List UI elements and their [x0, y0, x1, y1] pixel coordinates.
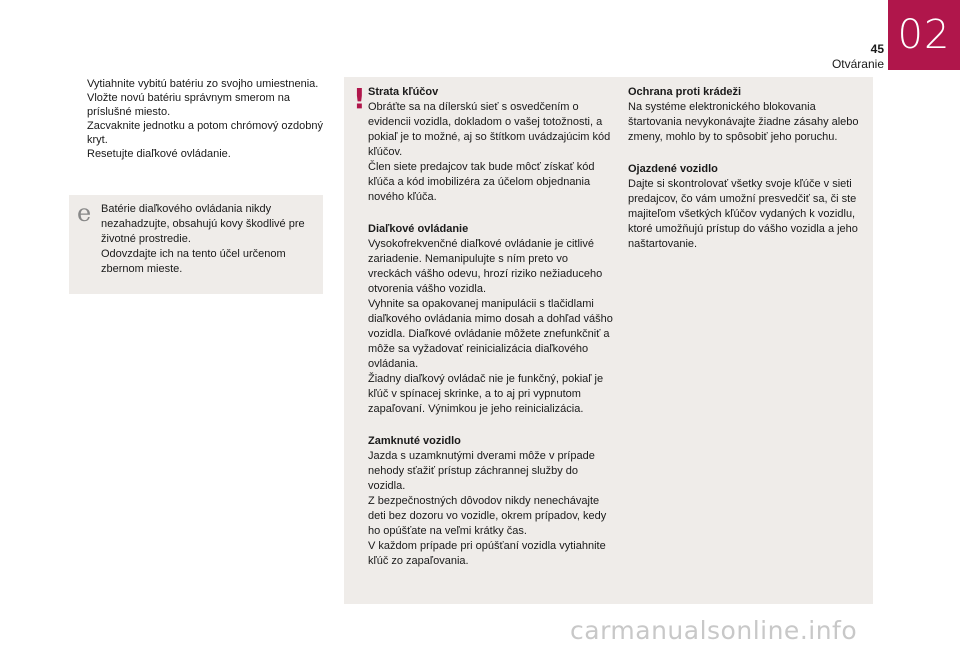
- bullet-icon: [70, 119, 87, 147]
- warning-section: [628, 85, 860, 145]
- warning-section: [368, 222, 613, 417]
- warning-icon: !: [353, 82, 366, 115]
- section-body: Dajte si skontrolovať všetky svoje kľúče v sieti predajcov, čo vám umožní presvedčiť sa, či ste majiteľom všetkých kľúčov vydaných k vozidlu, ktoré umožňujú prístup do vášho vozidla a jeho naštartovanie.: [628, 178, 858, 250]
- list-item-text: Resetujte diaľkové ovládanie.: [87, 148, 231, 160]
- section-body: Jazda s uzamknutými dverami môže v prípade nehody sťažiť prístup záchrannej služby do vozidla. Z bezpečnostných dôvodov nikdy nenechávajte deti bez dozoru vo vozidle, okrem prípadov, kedy ho opúšťate na veľmi krátky čas. V každom prípade pri opúšťaní vozidla vytiahnite kľúč zo zapaľovania.: [368, 450, 607, 567]
- section-heading: Strata kľúčov: [368, 86, 439, 98]
- page-number: 45: [870, 42, 884, 56]
- section-heading: Ojazdené vozidlo: [628, 163, 718, 175]
- warning-column-right: [628, 85, 860, 269]
- warning-section: [628, 162, 860, 252]
- watermark: carmanualsonline.info: [570, 616, 858, 645]
- list-item-text: Vytiahnite vybitú batériu zo svojho umiestnenia.: [87, 78, 319, 90]
- instruction-list: [70, 77, 328, 161]
- bullet-icon: [70, 147, 87, 161]
- bullet-icon: [70, 77, 87, 91]
- list-item: [70, 147, 328, 161]
- section-heading: Ochrana proti krádeži: [628, 86, 742, 98]
- warning-column-middle: [368, 85, 613, 586]
- environment-note-box: [69, 195, 323, 294]
- list-item-text: Zacvaknite jednotku a potom chrómový ozdobný kryt.: [87, 120, 324, 146]
- warning-section: [368, 85, 613, 205]
- environment-icon: e: [77, 199, 92, 227]
- section-heading: Zamknuté vozidlo: [368, 435, 461, 447]
- environment-note-text: Batérie diaľkového ovládania nikdy nezahadzujte, obsahujú kovy škodlivé pre životné prostredie. Odovzdajte ich na tento účel určenom zbernom mieste.: [101, 203, 305, 275]
- section-body: Vysokofrekvenčné diaľkové ovládanie je citlivé zariadenie. Nemanipulujte s ním preto vo vreckách vášho odevu, hrozí riziko nežiaduceho otvorenia vášho vozidla. Vyhnite sa opakovanej manipulácii s tlačidlami diaľkového ovládania mimo dosah a dohľad vášho vozidla. Diaľkové ovládanie môžete znefunkčniť a môže sa vyžadovať reinicializácia diaľkového ovládania. Žiadny diaľkový ovládač nie je funkčný, pokiaľ je kľúč v spínacej skrinke, a to aj pri vypnutom zapaľovaní. Výnimkou je jeho reinicializácia.: [368, 238, 613, 415]
- list-item: [70, 77, 328, 91]
- section-title: Otváranie: [831, 57, 884, 71]
- bullet-icon: [70, 91, 87, 119]
- section-heading: Diaľkové ovládanie: [368, 223, 469, 235]
- list-item: [70, 119, 328, 147]
- list-item: [70, 91, 328, 119]
- list-item-text: Vložte novú batériu správnym smerom na príslušné miesto.: [87, 92, 290, 118]
- chapter-tab: 02: [888, 0, 960, 70]
- section-body: Obráťte sa na dílerskú sieť s osvedčením o evidencii vozidla, dokladom o vašej totožnosti, a pokiaľ je to možné, aj so štítkom uvádzajúcim kód kľúčov. Člen siete predajcov tak bude môcť získať kód kľúča a kód imobilizéra za účelom objednania nového kľúča.: [368, 101, 611, 203]
- section-body: Na systéme elektronického blokovania štartovania nevykonávajte žiadne zásahy alebo zmeny, mohlo by to spôsobiť jeho poruchu.: [628, 101, 859, 143]
- warning-section: [368, 434, 613, 569]
